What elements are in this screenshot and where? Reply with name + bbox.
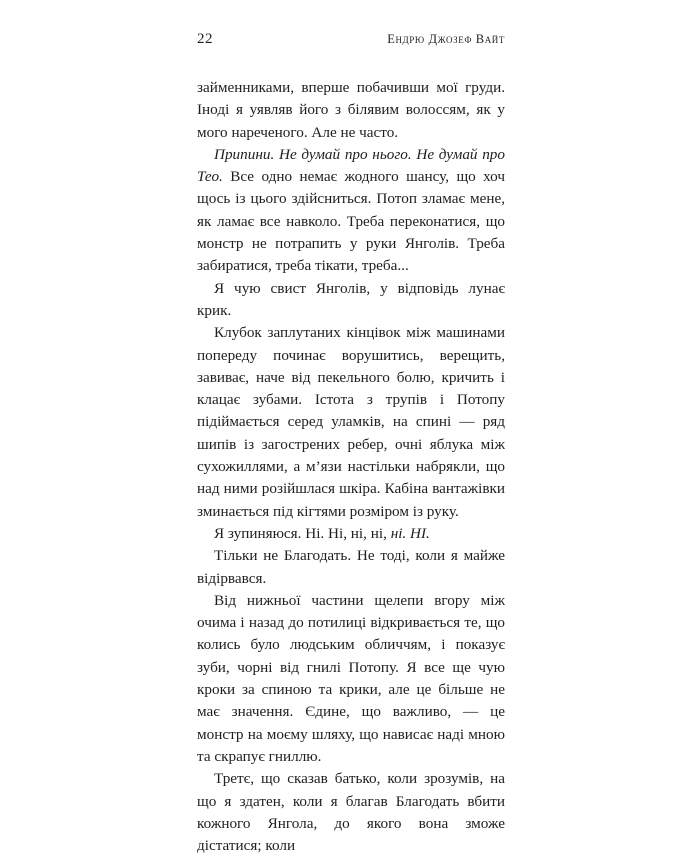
paragraph-4 [197,322,505,523]
page-number: 22 [197,31,213,47]
paragraph-text: Від нижньої частини щелепи вгору між очима і назад до потилиці відкривається те, що колись було людським обличчям, і показує зуби, чорні від гнилі Потопу. Я все ще чую кроки за спиною та крики, але це більше не має значення. Єдине, що важливо, — це монстр на моєму шляху, що нависає наді мною та скрапує гниллю. [197,591,505,765]
paragraph-text: Тільки не Благодать. Не тоді, коли я майже відірвався. [197,547,505,587]
paragraph-5 [197,523,505,545]
paragraph-6 [197,545,505,590]
paragraph-text: Третє, що сказав батько, коли зрозумів, на що я здатен, коли я благав Благодать вбити кожного Янгола, до якого вона зможе дістатися; коли [197,770,505,855]
paragraph-3 [197,278,505,323]
paragraph-text: Я зупиняюся. Ні. Ні, ні, ні, [214,524,391,542]
paragraph-8 [197,768,505,857]
page-header [197,31,505,51]
paragraph-1 [197,77,505,144]
body-text [197,77,505,857]
paragraph-text: Я чую свист Янголів, у відповідь лунає крик. [197,279,505,319]
running-head-author: Ендрю Джозеф Вайт [387,32,505,46]
paragraph-7 [197,590,505,768]
italic-thought: Припини. Не думай про нього. Не думай про Тео. [197,145,505,186]
paragraph-2 [197,144,505,278]
paragraph-text: Все одно немає жодного шансу, що хоч щось із цього здійсниться. Потоп зламає мене, як ламає все навколо. Треба переконатися, що монстр не потрапить у руки Янголів. Треба забиратися, треба тікати, треба... [197,168,505,275]
italic-exclamation: ні. НІ. [390,524,430,542]
paragraph-text: займенниками, вперше побачивши мої груди. Іноді я уявляв його з білявим волоссям, як у мого нареченого. Але не часто. [197,79,505,141]
paragraph-text: Клубок заплутаних кінцівок між машинами попереду починає ворушитись, верещить, завиває, наче від пекельного болю, кричить і клацає зубами. Істота з трупів і Потопу підіймається серед уламків, на спині — ряд шипів із загострених ребер, очні яблука між сухожиллями, а м’язи настільки набрякли, що над ними розійшлася шкіра. Кабіна вантажівки зминається під кігтями розміром із руку. [197,324,505,520]
